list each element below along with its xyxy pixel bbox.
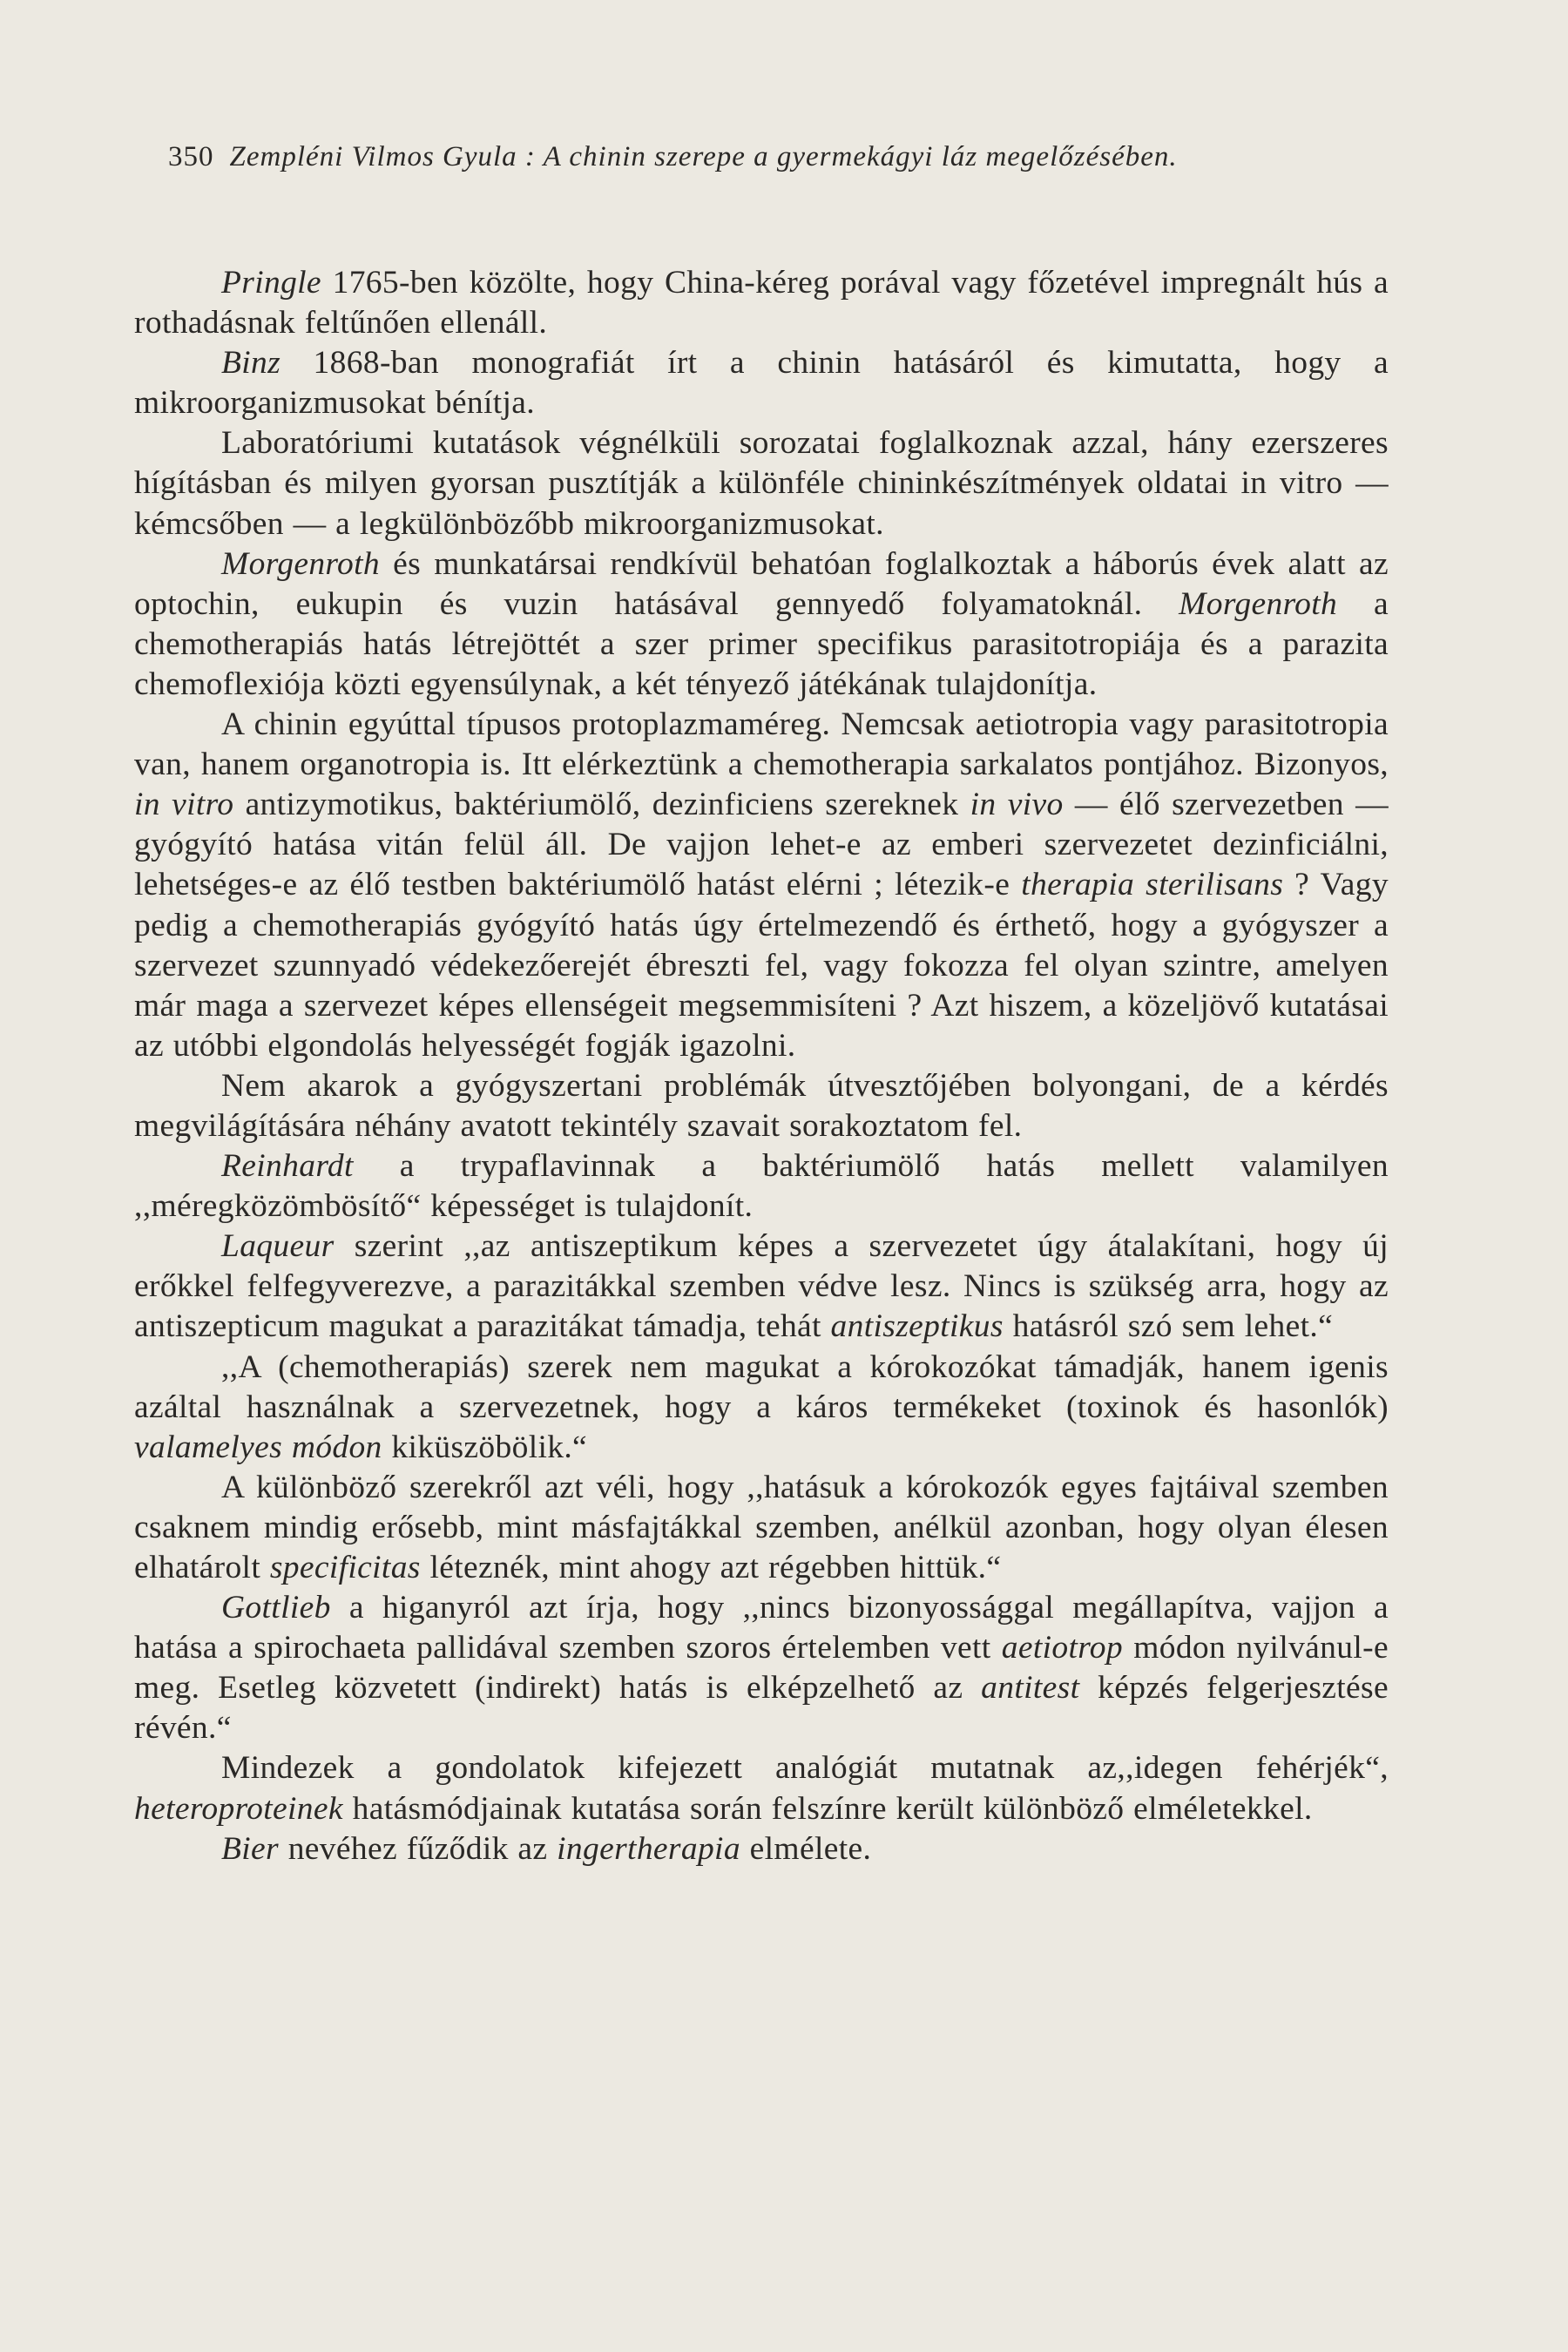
text-run: in vitro — [134, 787, 234, 823]
text-run: Reinhardt — [221, 1148, 354, 1185]
text-run: szerint ,,az antiszeptikum képes a szervezetet úgy átalakítani, hogy új erőkkel felfegyverezve, a parazitákkal szemben védve lesz. Nincs is szükség arra, hogy az antiszepticum magukat a parazitákat támadja, tehát — [134, 1228, 1389, 1345]
text-run: antiszeptikus — [830, 1308, 1004, 1345]
paragraph — [134, 1468, 1389, 1588]
paragraph — [134, 1348, 1389, 1468]
text-run: A különböző szerekről azt véli, hogy ,,hatásuk a kórokozók egyes fajtáival szemben csaknem mindig erősebb, mint másfajtákkal szemben, anélkül azonban, hogy olyan élesen elhatárolt — [134, 1469, 1389, 1585]
paragraph — [134, 1829, 1389, 1869]
text-run: a higanyról azt írja, hogy ,,nincs bizonyossággal megállapítva, vajjon a hatása a spirochaeta pallidával szemben szoros értelemben vett — [134, 1590, 1389, 1666]
text-run: elmélete. — [740, 1830, 872, 1867]
text-run: módon nyilvánul-e meg. Esetleg közvetett (indirekt) hatás is elképzelhető az — [134, 1630, 1389, 1707]
paragraph — [134, 544, 1389, 705]
text-run: a chemotherapiás hatás létrejöttét a szer primer specifikus parasitotropiája és a parazita chemoflexiója közti egyensúlynak, a két tényező játékának tulajdonítja. — [134, 585, 1389, 702]
text-run: Morgenroth — [221, 545, 380, 582]
text-run: Laboratóriumi kutatások végnélküli sorozatai foglalkoznak azzal, hány ezerszeres hígításban és milyen gyorsan pusztítják a különféle chininkészítmények oldatai in vitro — kémcsőben — a legkülönbözőbb mikroorganizmusokat. — [134, 425, 1389, 542]
paragraph — [134, 1227, 1389, 1347]
paragraph — [134, 423, 1389, 544]
text-run: Laqueur — [221, 1228, 335, 1265]
paragraph — [134, 1146, 1389, 1227]
paragraph — [134, 705, 1389, 1066]
paragraph — [134, 343, 1389, 423]
text-run: antitest — [981, 1670, 1080, 1707]
text-run: Bier — [221, 1830, 279, 1867]
paragraph — [134, 263, 1389, 343]
page-number: 350 — [168, 141, 214, 172]
running-header — [168, 141, 1178, 173]
paragraph — [134, 1748, 1389, 1828]
text-run: antizymotikus, baktériumölő, dezinficiens szereknek — [233, 787, 970, 823]
paragraph — [134, 1588, 1389, 1748]
text-run: Nem akarok a gyógyszertani problémák útvesztőjében bolyongani, de a kérdés megvilágítására néhány avatott tekintély szavait sorakoztatom fel. — [134, 1067, 1389, 1144]
text-run: nevéhez fűződik az — [278, 1830, 558, 1867]
text-run: 1765-ben közölte, hogy China-kéreg porával vagy főzetével impregnált hús a rothadásnak feltűnően ellenáll. — [134, 265, 1389, 341]
text-run: therapia sterilisans — [1021, 867, 1284, 903]
text-run: — élő szervezetben — gyógyító hatása vitán felül áll. De vajjon lehet-e az emberi szervezetet dezinficiálni, lehetséges-e az élő testben baktériumölő hatást elérni ; létezik-e — [134, 787, 1389, 903]
text-run: ? Vagy pedig a chemotherapiás gyógyító hatás úgy értelmezendő és érthető, hogy a gyógyszer a szervezet szunnyadó védekezőerejét ébreszti fel, vagy fokozza fel olyan szintre, amelyen már maga a szervezet képes ellenségeit megsemmisíteni ? Azt hiszem, a közeljövő kutatásai az utóbbi elgondolás helyességét fogják igazolni. — [134, 867, 1389, 1064]
text-run: A chinin egyúttal típusos protoplazmaméreg. Nemcsak aetiotropia vagy parasitotropia van, hanem organotropia is. Itt elérkeztünk a chemotherapia sarkalatos pontjához. Bizonyos, — [134, 706, 1389, 783]
text-run: valamelyes módon — [134, 1429, 382, 1465]
text-run: heteroproteinek — [134, 1790, 343, 1827]
paragraph — [134, 1066, 1389, 1146]
text-run: 1868-ban monografiát írt a chinin hatásáról és kimutatta, hogy a mikroorganizmusokat bénítja. — [134, 345, 1389, 422]
text-run: ,,A (chemotherapiás) szerek nem magukat a kórokozókat támadják, hanem igenis azáltal használnak a szervezetnek, hogy a káros termékeket (toxinok és hasonlók) — [134, 1348, 1389, 1425]
text-run: Morgenroth — [1179, 585, 1338, 622]
text-run: kiküszöbölik.“ — [382, 1429, 588, 1465]
text-run: in vivo — [970, 787, 1064, 823]
text-run: aetiotrop — [1001, 1630, 1123, 1666]
text-run: hatásmódjainak kutatása során felszínre került különböző elméletekkel. — [342, 1790, 1313, 1827]
text-run: a trypaflavinnak a baktériumölő hatás mellett valamilyen ,,méregközömbösítő“ képességet is tulajdonít. — [134, 1148, 1389, 1225]
text-run: specificitas — [269, 1550, 421, 1585]
text-run: Binz — [221, 345, 281, 382]
text-run: és munkatársai rendkívül behatóan foglalkoztak a háborús évek alatt az optochin, eukupin és vuzin hatásával gennyedő folyamatoknál. — [134, 545, 1389, 622]
text-run: képzés felgerjesztése révén.“ — [134, 1670, 1389, 1747]
text-run: léteznék, mint ahogy azt régebben hittük.“ — [420, 1550, 1002, 1585]
text-run: Gottlieb — [221, 1590, 331, 1626]
running-title: Zempléni Vilmos Gyula : A chinin szerepe a gyermekágyi láz megelőzésében. — [229, 141, 1178, 172]
text-run: ingertherapia — [557, 1830, 740, 1867]
text-run: Pringle — [221, 265, 321, 301]
body-text — [134, 263, 1389, 1869]
text-run: Mindezek a gondolatok kifejezett analógiát mutatnak az,,idegen fehérjék“, — [221, 1750, 1389, 1787]
text-run: hatásról szó sem lehet.“ — [1003, 1308, 1334, 1345]
